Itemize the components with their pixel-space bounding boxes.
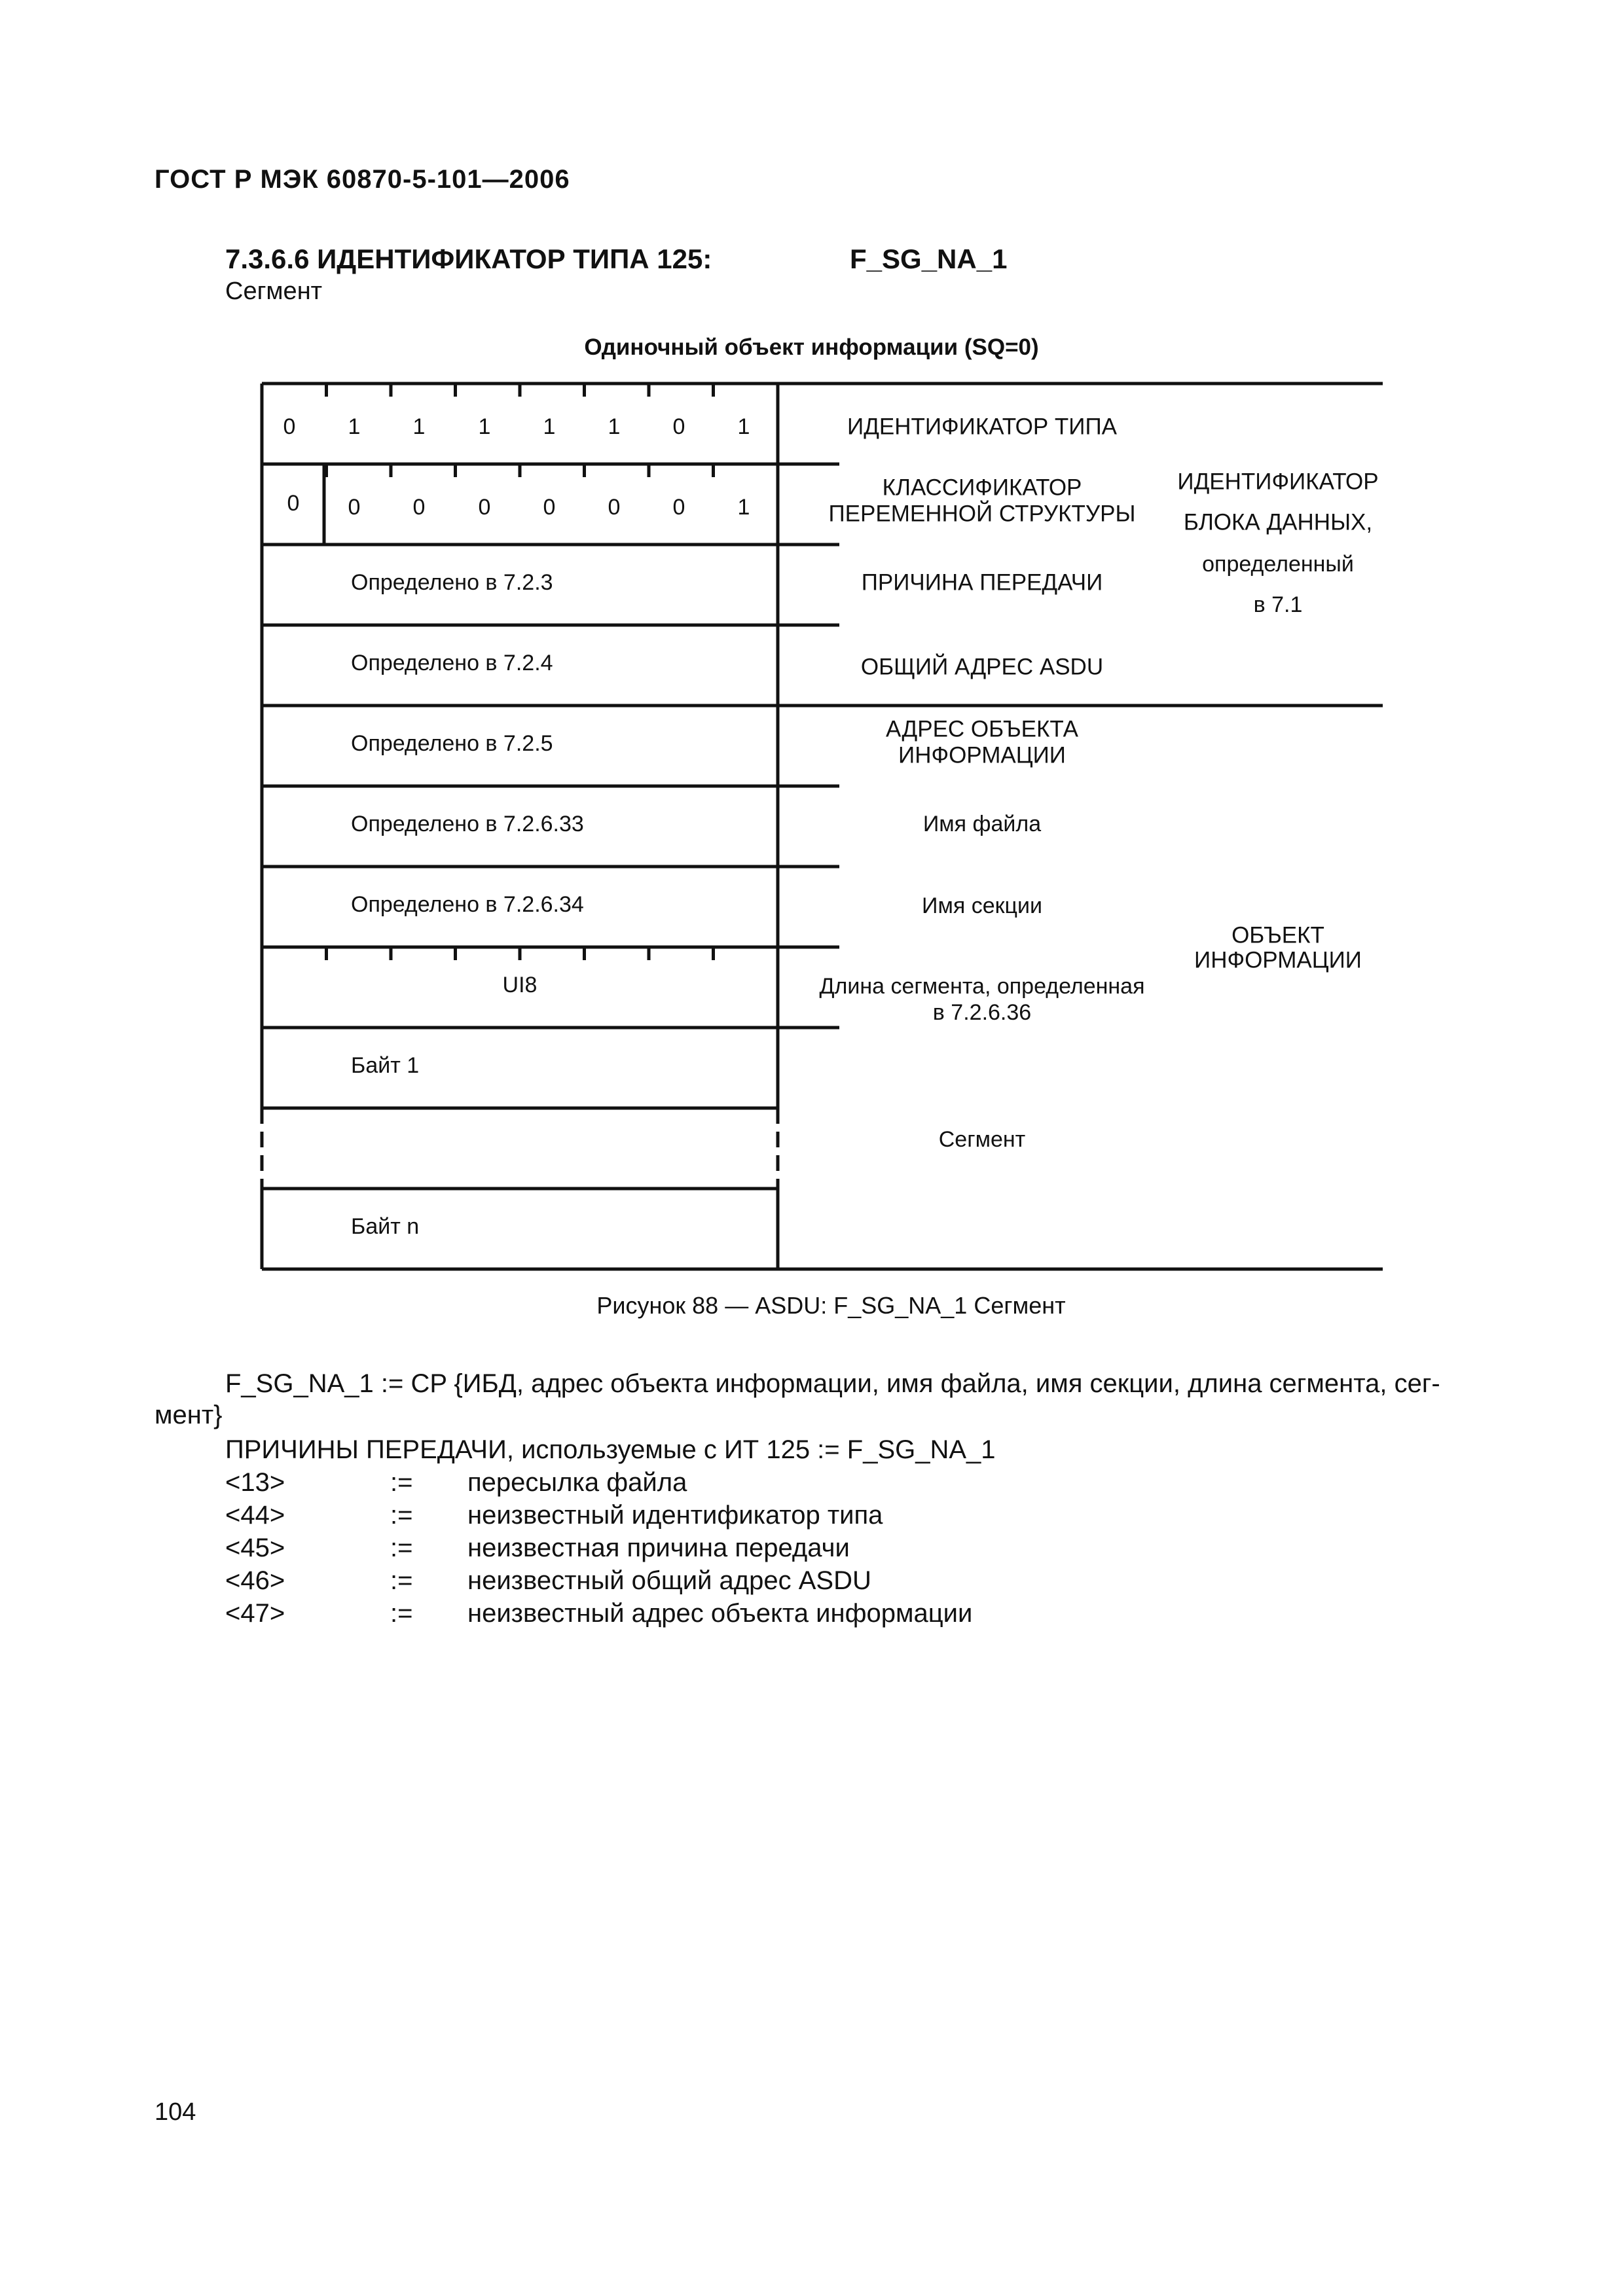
bit-value: 0 xyxy=(348,494,361,520)
bit-value: 0 xyxy=(478,494,491,520)
type-identifier-label: ИДЕНТИФИКАТОР ТИПА xyxy=(847,414,1117,440)
causes-heading: ПРИЧИНЫ ПЕРЕДАЧИ, используемые с ИТ 125 := F_SG_NA_1 xyxy=(225,1435,996,1464)
bit-value: 0 xyxy=(608,494,621,520)
figure-caption: Рисунок 88 — ASDU: F_SG_NA_1 Сегмент xyxy=(596,1292,1066,1319)
definition-line-2: мент} xyxy=(155,1401,223,1429)
section-name-label: Имя секции xyxy=(922,893,1042,918)
data-unit-id-group-label: ИДЕНТИФИКАТОР xyxy=(1177,469,1379,495)
field-value: Байт n xyxy=(351,1213,420,1239)
section-title: 7.3.6.6 ИДЕНТИФИКАТОР ТИПА 125: xyxy=(225,243,712,274)
bit-value: 1 xyxy=(543,414,556,439)
segment-label: Сегмент xyxy=(938,1126,1026,1152)
variable-structure-label: ПЕРЕМЕННОЙ СТРУКТУРЫ xyxy=(828,501,1136,527)
cause-operator: := xyxy=(390,1468,413,1497)
bit-value: 1 xyxy=(608,414,621,439)
cause-code: <47> xyxy=(225,1599,285,1628)
field-value: UI8 xyxy=(502,972,538,997)
bit-value: 1 xyxy=(737,414,750,439)
cause-text: неизвестная причина передачи xyxy=(467,1534,850,1562)
bit-value: 0 xyxy=(283,414,296,439)
cause-operator: := xyxy=(390,1599,413,1628)
data-unit-id-group-label: в 7.1 xyxy=(1253,592,1303,617)
data-unit-id-group-label: БЛОКА ДАННЫХ, xyxy=(1183,509,1373,535)
field-value: Определено в 7.2.6.34 xyxy=(351,891,584,917)
segment-length-label: Длина сегмента, определенная xyxy=(819,973,1145,999)
cause-text: неизвестный идентификатор типа xyxy=(467,1501,883,1530)
bit-value: 1 xyxy=(412,414,426,439)
cause-text: пересылка файла xyxy=(467,1468,687,1497)
cause-text: неизвестный адрес объекта информации xyxy=(467,1599,973,1628)
file-name-label: Имя файла xyxy=(922,811,1042,836)
bit-value: 1 xyxy=(737,494,750,520)
field-value: Определено в 7.2.6.33 xyxy=(351,811,584,836)
section-subtitle: Сегмент xyxy=(225,278,323,305)
bit-value: 1 xyxy=(478,414,491,439)
document-standard-header: ГОСТ Р МЭК 60870-5-101—2006 xyxy=(155,165,570,194)
bit-value: 0 xyxy=(672,494,685,520)
field-value: Байт 1 xyxy=(351,1052,420,1078)
info-object-address-label: АДРЕС ОБЪЕКТА xyxy=(886,716,1078,742)
section-type-code: F_SG_NA_1 xyxy=(850,243,1008,274)
cause-code: <13> xyxy=(225,1468,285,1497)
definition-line-1: F_SG_NA_1 := CP {ИБД, адрес объекта информации, имя файла, имя секции, длина сегмента, сег- xyxy=(225,1369,1440,1398)
common-address-label: ОБЩИЙ АДРЕС ASDU xyxy=(860,654,1104,680)
cause-text: неизвестный общий адрес ASDU xyxy=(467,1566,871,1595)
bit-value: 0 xyxy=(672,414,685,439)
cause-code: <44> xyxy=(225,1501,285,1530)
page-number: 104 xyxy=(155,2098,196,2126)
cause-operator: := xyxy=(390,1534,413,1562)
diagram-title: Одиночный объект информации (SQ=0) xyxy=(584,334,1039,360)
cause-operator: := xyxy=(390,1566,413,1595)
field-value: Определено в 7.2.5 xyxy=(351,730,553,756)
bit-value: 0 xyxy=(412,494,426,520)
variable-structure-label: КЛАССИФИКАТОР xyxy=(882,475,1082,501)
data-unit-id-group-label: определенный xyxy=(1202,551,1354,577)
field-value: Определено в 7.2.3 xyxy=(351,569,553,595)
bit-value: 0 xyxy=(287,490,300,516)
info-object-group-label: ОБЪЕКТ xyxy=(1231,922,1324,948)
field-value: Определено в 7.2.4 xyxy=(351,650,553,675)
bit-value: 1 xyxy=(348,414,361,439)
info-object-address-label: ИНФОРМАЦИИ xyxy=(898,742,1066,768)
cause-code: <46> xyxy=(225,1566,285,1595)
cause-code: <45> xyxy=(225,1534,285,1562)
info-object-group-label: ИНФОРМАЦИИ xyxy=(1194,947,1362,973)
cause-of-transmission-label: ПРИЧИНА ПЕРЕДАЧИ xyxy=(861,569,1103,596)
cause-operator: := xyxy=(390,1501,413,1530)
segment-length-label: в 7.2.6.36 xyxy=(932,999,1032,1025)
bit-value: 0 xyxy=(543,494,556,520)
